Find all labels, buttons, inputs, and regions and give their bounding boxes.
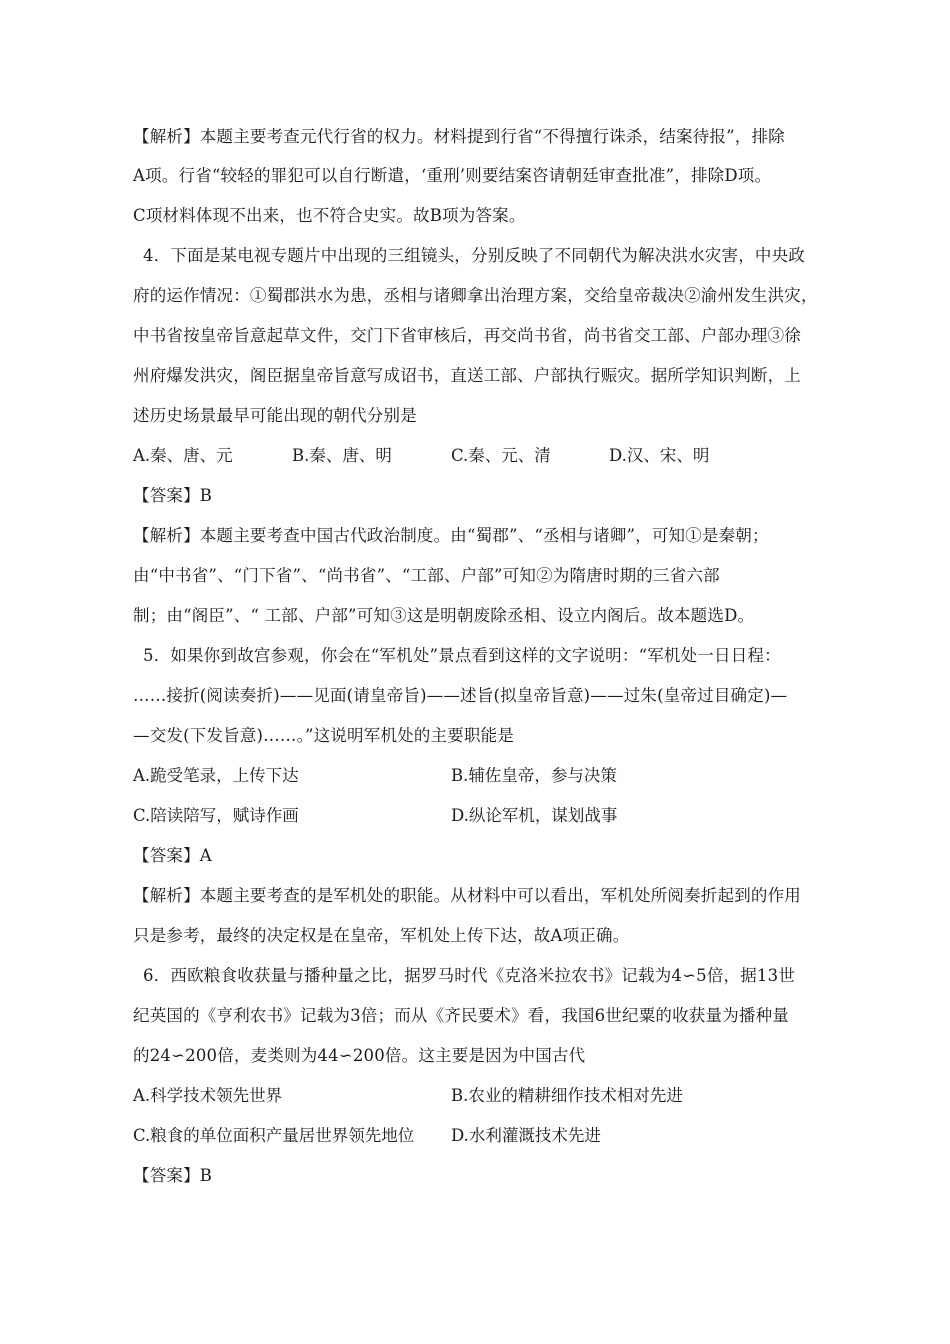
question-6-line-1: 6．西欧粮食收获量与播种量之比，据罗马时代《克洛米拉农书》记载为4∽5倍，据13世 (143, 966, 796, 985)
q4-option-b: B.秦、唐、明 (292, 446, 392, 465)
analysis-q3-line-1: 【解析】本题主要考查元代行省的权力。材料提到行省“不得擅行诛杀，结案待报”，排除 (133, 127, 785, 146)
q5-option-d: D.纵论军机，谋划战事 (451, 806, 618, 825)
answer-q5: 【答案】A (133, 846, 212, 865)
q4-option-d: D.汉、宋、明 (609, 446, 710, 465)
q6-option-c: C.粮食的单位面积产量居世界领先地位 (133, 1126, 415, 1145)
q6-option-b: B.农业的精耕细作技术相对先进 (451, 1086, 683, 1105)
question-4-line-5: 述历史场景最早可能出现的朝代分别是 (133, 406, 417, 425)
analysis-q3-line-2: A项。行省“较轻的罪犯可以自行断遣，‘重刑’则要结案咨请朝廷审查批准”，排除D项。 (133, 166, 772, 185)
analysis-q4-line-2: 由“中书省”、“门下省”、“尚书省”、“工部、户部”可知②为隋唐时期的三省六部 (133, 566, 720, 585)
question-4-line-1: 4．下面是某电视专题片中出现的三组镜头，分别反映了不同朝代为解决洪水灾害，中央政 (143, 246, 805, 265)
answer-q4: 【答案】B (133, 486, 213, 505)
question-6-line-3: 的24∽200倍，麦类则为44∽200倍。这主要是因为中国古代 (133, 1046, 586, 1065)
analysis-q5-line-2: 只是参考，最终的决定权是在皇帝，军机处上传下达，故A项正确。 (133, 926, 630, 945)
q5-option-c: C.陪读陪写，赋诗作画 (133, 806, 299, 825)
analysis-q4-line-1: 【解析】本题主要考查中国古代政治制度。由“蜀郡”、“丞相与诸卿”，可知①是秦朝； (133, 526, 769, 545)
q6-option-a: A.科学技术领先世界 (133, 1086, 283, 1105)
q4-option-c: C.秦、元、清 (451, 446, 551, 465)
q4-option-a: A.秦、唐、元 (133, 446, 233, 465)
analysis-q5-line-1: 【解析】本题主要考查的是军机处的职能。从材料中可以看出，军机处所阅奏折起到的作用 (133, 886, 801, 905)
question-5-line-1: 5．如果你到故宫参观，你会在“军机处”景点看到这样的文字说明：“军机处一日日程： (143, 646, 781, 665)
q5-option-a: A.跪受笔录，上传下达 (133, 766, 299, 785)
q5-option-b: B.辅佐皇帝，参与决策 (451, 766, 617, 785)
question-4-line-3: 中书省按皇帝旨意起草文件，交门下省审核后，再交尚书省，尚书省交工部、户部办理③徐 (133, 326, 801, 345)
analysis-q3-line-3: C项材料体现不出来，也不符合史实。故B项为答案。 (133, 206, 526, 225)
analysis-q4-line-3: 制；由“阁臣”、“ 工部、户部”可知③这是明朝废除丞相、设立内阁后。故本题选D。 (133, 606, 755, 625)
question-4-line-2: 府的运作情况：①蜀郡洪水为患，丞相与诸卿拿出治理方案，交给皇帝裁决②渝州发生洪灾， (133, 286, 818, 305)
question-6-line-2: 纪英国的《亨利农书》记载为3倍；而从《齐民要术》看，我国6世纪粟的收获量为播种量 (133, 1006, 789, 1025)
question-5-line-3: —交发(下发旨意)……。”这说明军机处的主要职能是 (133, 726, 515, 745)
q6-option-d: D.水利灌溉技术先进 (451, 1126, 601, 1145)
question-4-line-4: 州府爆发洪灾，阁臣据皇帝旨意写成诏书，直送工部、户部执行赈灾。据所学知识判断，上 (133, 366, 801, 385)
question-5-line-2: ……接折(阅读奏折)——见面(请皇帝旨)——述旨(拟皇帝旨意)——过朱(皇帝过目确定)— (133, 686, 788, 705)
answer-q6: 【答案】B (133, 1166, 213, 1185)
